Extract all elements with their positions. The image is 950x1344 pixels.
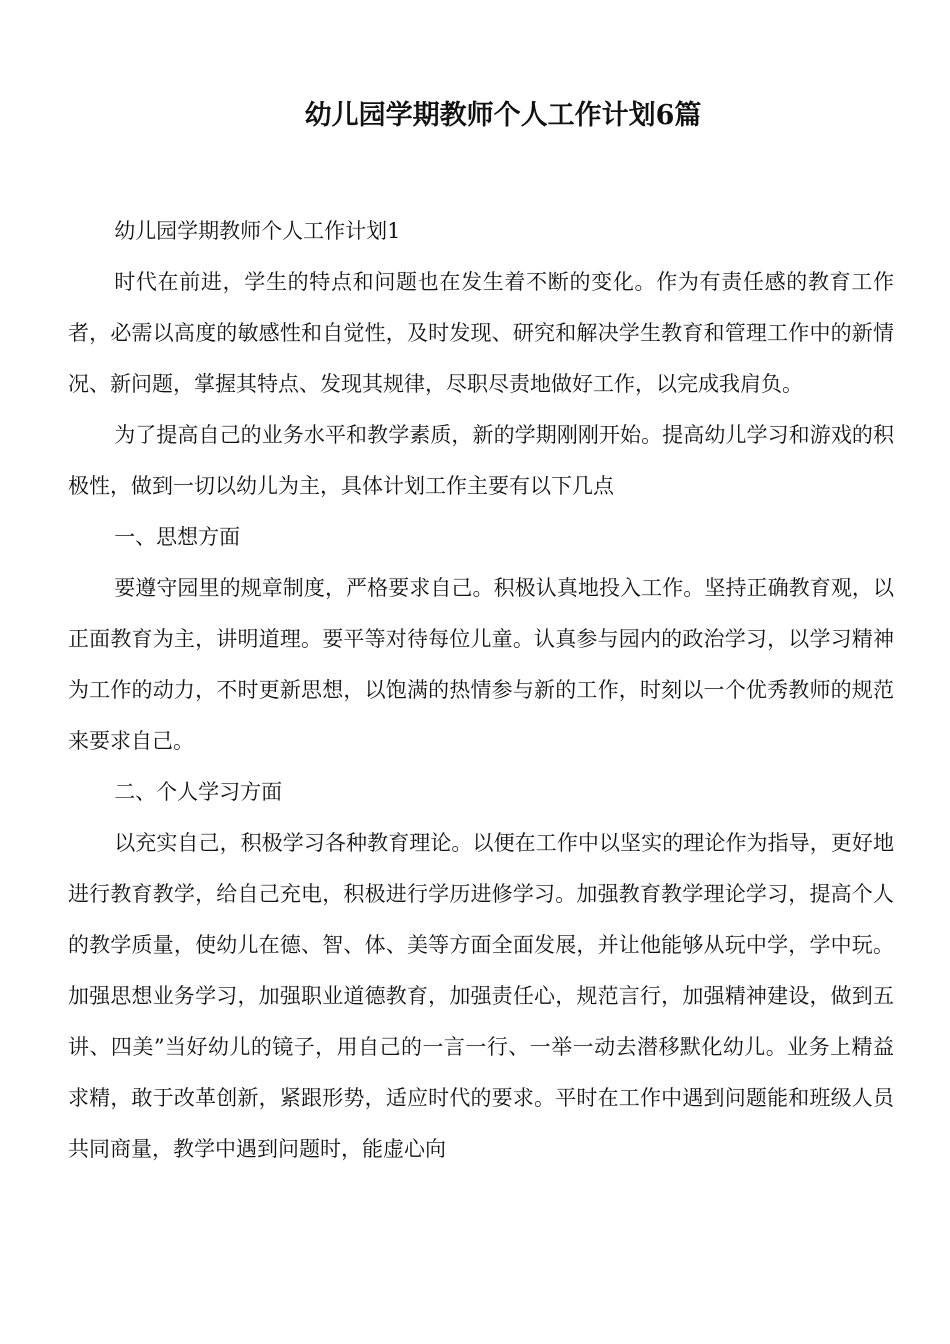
- section-heading: 一、思想方面: [114, 525, 241, 549]
- section-heading: 二、个人学习方面: [114, 780, 283, 804]
- paragraph: 为了提高自己的业务水平和教学素质，新的学期刚刚开始。提高幼儿学习和游戏的积极性，做到一切以幼儿为主，具体计划工作主要有以下几点: [68, 423, 894, 498]
- paragraph: 时代在前进，学生的特点和问题也在发生着不断的变化。作为有责任感的教育工作者，必需以高度的敏感性和自觉性，及时发现、研究和解决学生教育和管理工作中的新情况、新问题，掌握其特点、发现其规律，尽职尽责地做好工作，以完成我肩负。: [68, 270, 894, 396]
- paragraph: 要遵守园里的规章制度，严格要求自己。积极认真地投入工作。坚持正确教育观，以正面教育为主，讲明道理。要平等对待每位儿童。认真参与园内的政治学习，以学习精神为工作的动力，不时更新思想，以饱满的热情参与新的工作，时刻以一个优秀教师的规范来要求自己。: [68, 576, 894, 753]
- document-title: 幼儿园学期教师个人工作计划6篇: [304, 100, 702, 131]
- document-body: [68, 206, 894, 1175]
- section-heading: 幼儿园学期教师个人工作计划1: [114, 219, 401, 243]
- paragraph: 以充实自己，积极学习各种教育理论。以便在工作中以坚实的理论作为指导，更好地进行教育教学，给自己充电，积极进行学历进修学习。加强教育教学理论学习，提高个人的教学质量，使幼儿在德、智、体、美等方面全面发展，并让他能够从玩中学，学中玩。加强思想业务学习，加强职业道德教育，加强责任心，规范言行，加强精神建设，做到五讲、四美”当好幼儿的镜子，用自己的一言一行、一举一动去潜移默化幼儿。业务上精益求精，敢于改革创新，紧跟形势，适应时代的要求。平时在工作中遇到问题能和班级人员共同商量，教学中遇到问题时，能虚心向: [68, 831, 894, 1161]
